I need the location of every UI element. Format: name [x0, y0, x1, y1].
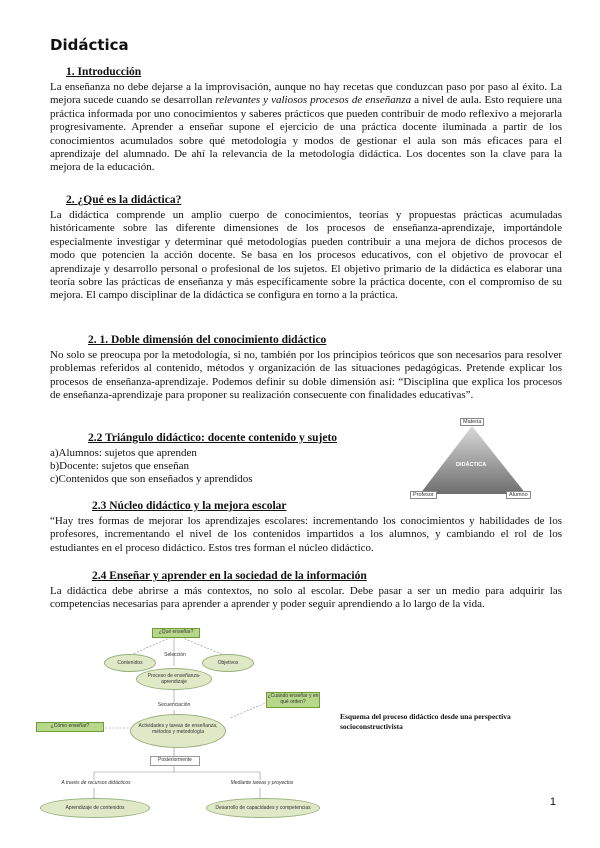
list-item: b)Docente: sujetos que enseñan [50, 460, 189, 472]
triangle-label-top: Materia [460, 418, 484, 426]
heading-nucleo-didactico: 2.3 Núcleo didáctico y la mejora escolar [92, 500, 287, 512]
heading-sociedad-informacion: 2.4 Enseñar y aprender en la sociedad de la información [92, 570, 367, 582]
page-number: 1 [549, 796, 556, 808]
list-item: c)Contenidos que son enseñados y aprendidos [50, 473, 253, 485]
diagram-q-how: ¿Cómo enseñar? [36, 722, 104, 732]
diagram-contents: Contenidos [104, 654, 156, 672]
diagram-right-out: Desarrollo de capacidades y competencias [206, 798, 320, 818]
heading-doble-dimension: 2. 1. Doble dimensión del conocimiento didáctico [88, 334, 327, 346]
triangle-label-right: Alumno [506, 491, 531, 499]
triangle-label-center: DIDÁCTICA [456, 462, 487, 468]
intro-text-end: a nivel de aula. Esto requiere una práctica informada por uno conocimientos y saberes prácticos que pueden contribuir de modo reflexivo a mejorarla progresivamente. Aprender a enseñar supone el ejercicio de una práctica docente iluminada a partir de los conocimientos acumulados sobre qué metodología y modos de gestionar el aula son más eficaces para el aprendizaje del alumnado. De ahí la relevancia de la metodología didáctica. Los docentes son la clave para la mejora de la educación. [50, 94, 563, 174]
paragraph-doble-dimension: No solo se preocupa por la metodología, si no, también por los principios teóricos que son necesarios para resolver problemas referidos al contenido, métodos y organización de las situaciones pedagógicas. Pretende explicar los procesos de enseñanza-aprendizaje. Podemos definir su doble dimensión así: “Disciplina que explica los procesos de enseñanza-aprendizaje para proponer su realización consecuente con finalidades educativas”. [50, 349, 562, 402]
diagram-q-what: ¿Qué enseñar? [152, 628, 200, 638]
heading-introduccion: 1. Introducción [66, 66, 142, 78]
diagram-left-label: A través de recursos didácticos [61, 780, 131, 786]
triangle-shape [420, 426, 526, 494]
page-title: Didáctica [50, 36, 129, 54]
paragraph-nucleo-didactico: “Hay tres formas de mejorar los aprendizajes escolares: incrementando los conocimientos y habilidades de los profesores, incrementando el nivel de los contenidos impartidos a los alumnos, y cambiando el rol de los estudiantes en el proceso didáctico. Estos tres forman el núcleo didáctico. [50, 515, 562, 554]
heading-que-es-didactica: 2. ¿Qué es la didáctica? [66, 194, 182, 206]
intro-emphasis: relevantes y valiosos procesos de enseñanza [215, 94, 412, 107]
heading-triangulo: 2.2 Triángulo didáctico: docente contenido y sujeto [88, 432, 338, 444]
diagram-right-label: Mediante tareas y proyectos [230, 780, 294, 786]
paragraph-que-es-didactica: La didáctica comprende un amplio cuerpo de conocimientos, teorías y propuestas prácticas acumuladas históricamente sobre las diferente dimensiones de los procesos de enseñanza-aprendizaje, importándole especialmente investigar y determinar qué metodologías pueden contribuir a una mejora de dichos procesos de modo que potencien la acción docente. Se basa en los procesos educativos, con el objetivo de provocar el aprendizaje y desarrollo personal o profesional de los sujetos. El objetivo primario de la didáctica es elaborar una teoría sobre las prácticas de enseñanza y más específicamente sobre la práctica docente, con el compromiso de su mejora. El campo disciplinar de la didáctica se configura en torno a la práctica. [50, 209, 562, 302]
diagram-caption: Esquema del proceso didáctico desde una perspectiva socioconstructivista [340, 712, 511, 731]
diagram-objectives: Objetivos [202, 654, 254, 672]
diagram-resulting: Posteriormente [150, 756, 200, 766]
paragraph-sociedad-informacion: La didáctica debe abrirse a más contextos, no solo al escolar. Debe pasar a ser un medio para adquirir las competencias necesarias para aprender a aprender y poder seguir aprendiendo a lo largo de la vida. [50, 585, 562, 611]
diagram-left-out: Aprendizaje de contenidos [40, 798, 150, 818]
paragraph-introduccion [50, 81, 562, 175]
list-item: a)Alumnos: sujetos que aprenden [50, 447, 197, 459]
didactic-process-diagram [30, 622, 340, 822]
triangle-label-left: Profesor [410, 491, 437, 499]
diagram-q-when: ¿Cuándo enseñar y en qué orden? [266, 692, 320, 708]
diagram-sequencing: Secuenciación [157, 702, 191, 708]
triangle-svg [408, 418, 538, 502]
diagram-activities: Actividades y tareas de enseñanza, métodos y metodología [130, 714, 226, 748]
diagram-process: Proceso de enseñanza-aprendizaje [136, 668, 212, 690]
diagram-selection: Selección [164, 652, 186, 658]
didactic-triangle-figure [408, 418, 538, 502]
intro-text-start: La enseñanza no debe dejarse a la improvisación, aunque no hay recetas que conduzcan paso por paso al éxito. La mejora sucede cuando se desarrollan [50, 81, 562, 107]
